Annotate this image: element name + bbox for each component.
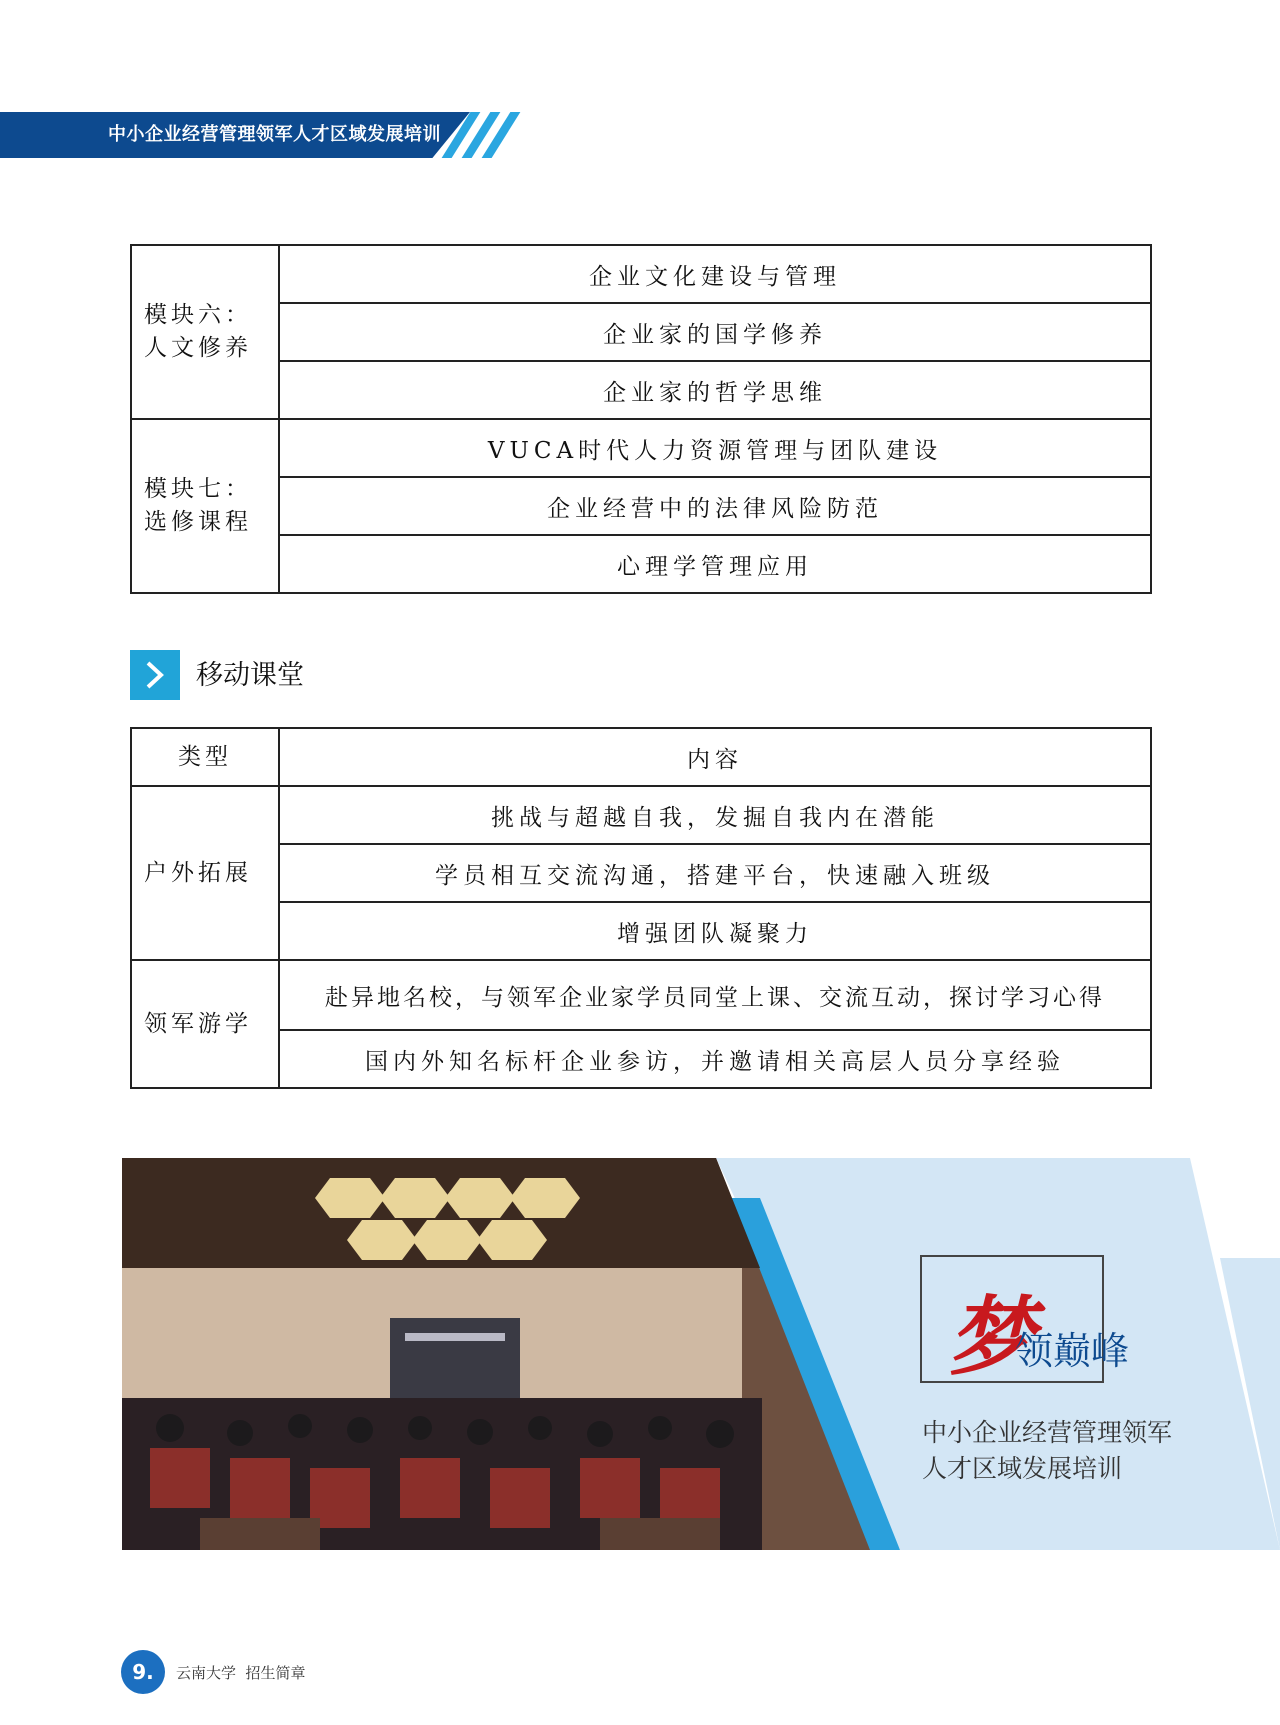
content-item: 学员相互交流沟通，搭建平台，快速融入班级 [279, 844, 1151, 902]
page-number: 9. [121, 1650, 165, 1694]
content-item: 增强团队凝聚力 [279, 902, 1151, 960]
module-item: VUCA时代人力资源管理与团队建设 [279, 419, 1151, 477]
type-label: 户外拓展 [131, 786, 279, 960]
footer-text: 云南大学 招生简章 [176, 1664, 306, 1682]
brand-calligraphy: 梦 [948, 1287, 1034, 1388]
column-header: 内容 [279, 728, 1151, 786]
mobile-class-table [130, 727, 1152, 1089]
content-item: 国内外知名标杆企业参访，并邀请相关高层人员分享经验 [279, 1030, 1151, 1088]
module-item: 企业经营中的法律风险防范 [279, 477, 1151, 535]
module-label: 模块七： 选修课程 [131, 419, 279, 593]
module-item: 企业家的哲学思维 [279, 361, 1151, 419]
section-title: 移动课堂 [196, 660, 304, 691]
banner-subtitle-line: 中小企业经营管理领军 [922, 1418, 1173, 1447]
module-label: 模块六： 人文修养 [131, 245, 279, 419]
column-header: 类型 [131, 728, 279, 786]
module-table [130, 244, 1152, 594]
brand-word: 领巅峰 [1015, 1329, 1130, 1373]
type-label: 领军游学 [131, 960, 279, 1088]
module-item: 心理学管理应用 [279, 535, 1151, 593]
module-item: 企业家的国学修养 [279, 303, 1151, 361]
content-item: 赴异地名校，与领军企业家学员同堂上课、交流互动，探讨学习心得 [279, 960, 1151, 1030]
content-item: 挑战与超越自我，发掘自我内在潜能 [279, 786, 1151, 844]
banner-subtitle-line: 人才区域发展培训 [922, 1454, 1123, 1483]
chevron-right-icon [130, 650, 180, 700]
banner-subtitle [922, 1415, 1172, 1487]
header-title: 中小企业经营管理领军人才区域发展培训 [108, 124, 441, 145]
module-item: 企业文化建设与管理 [279, 245, 1151, 303]
